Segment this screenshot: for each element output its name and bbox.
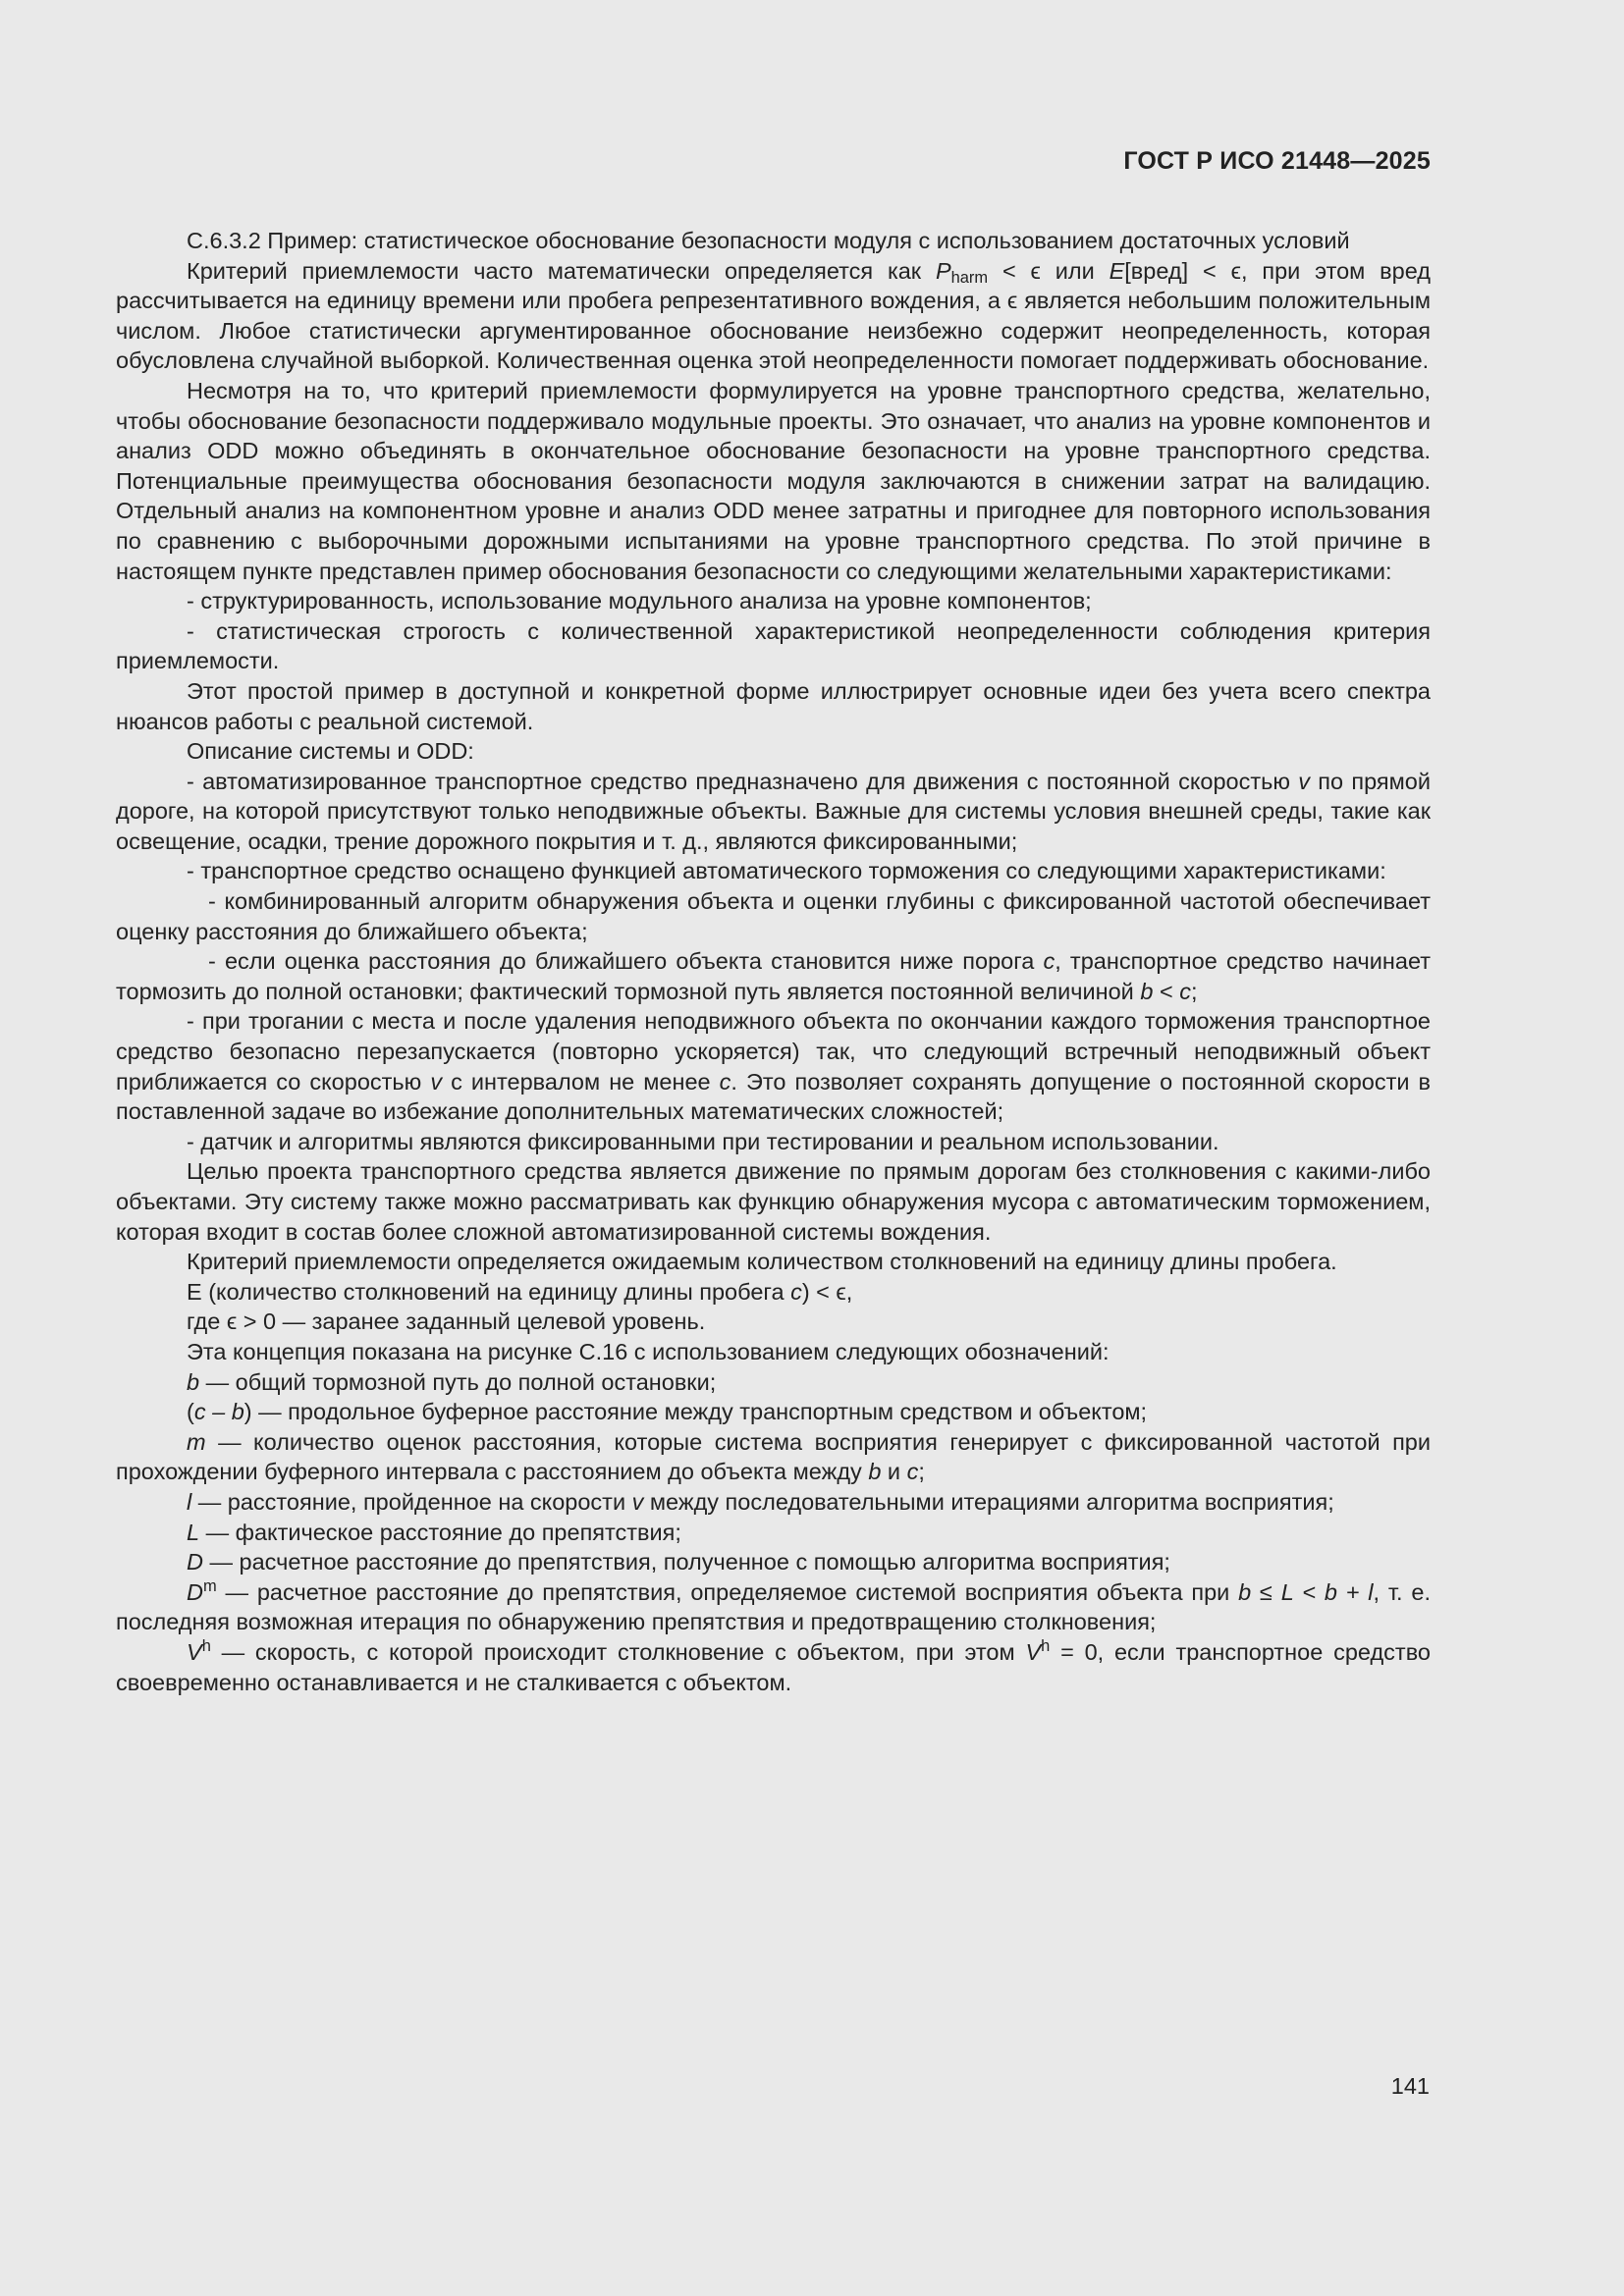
math-symbol: V — [187, 1638, 202, 1665]
text-run: - при трогании с места и после удаления неподвижного объекта по окончании каждого торможения транспортное средство безопасно перезапускается (повторно ускоряется) так, что следующий встречный неподвижный объект приближается со скоростью — [116, 1008, 1431, 1095]
section-heading: C.6.3.2 Пример: статистическое обоснование безопасности модуля с использованием достаточных условий — [187, 228, 1350, 253]
math-symbol: V — [1025, 1638, 1042, 1665]
math-symbol: c — [719, 1068, 731, 1095]
text-run: и — [881, 1459, 907, 1485]
paragraph-design-goal: Целью проекта транспортного средства является движение по прямым дорогам без столкновения с какими-либо объектами. Эту систему также можно рассматривать как функцию обнаружения мусора с автоматическим торможением, которая входит в состав более сложной автоматизированной системы вождения. — [116, 1158, 1431, 1245]
math-symbol: l — [187, 1488, 192, 1515]
text-run: , транспортное средство начинает тормозить до полной остановки; фактический тормозной путь является постоянной величиной — [116, 948, 1431, 1004]
text-run: — фактическое расстояние до препятствия; — [199, 1519, 681, 1545]
text-run: ( — [187, 1399, 194, 1425]
text-run: < — [1153, 978, 1180, 1004]
math-symbol: b — [187, 1368, 200, 1395]
paragraph-simple-example: Этот простой пример в доступной и конкретной форме иллюстрирует основные идеи без учета всего спектра нюансов работы с реальной системой. — [116, 677, 1431, 734]
text-run: — скорость, с которой происходит столкновение с объектом, при этом — [210, 1638, 1026, 1665]
formula-where: где ϵ > 0 — заранее заданный целевой уровень. — [187, 1308, 706, 1335]
paragraph-acceptance-criterion — [116, 256, 1431, 376]
paragraph-modular-design: Несмотря на то, что критерий приемлемости формулируется на уровне транспортного средства, желательно, чтобы обоснование безопасности поддерживало модульные проекты. Это означает, что анализ на уровне компонентов и анализ ODD можно объединять в окончательное обоснование безопасности на уровне транспортного средства. Потенциальные преимущества обоснования безопасности модуля заключаются в снижении затрат на валидацию. Отдельный анализ на компонентном уровне и анализ ODD менее затратны и пригоднее для повторного использования по сравнению с выборочными дорожными испытаниями на уровне транспортного средства. По этой причине в настоящем пункте представлен пример обоснования безопасности со следующими желательными характеристиками: — [116, 377, 1431, 584]
math-symbol: b — [1140, 978, 1154, 1004]
math-superscript: m — [202, 1576, 217, 1595]
text-run: — расчетное расстояние до препятствия, определяемое системой восприятия объекта при — [216, 1578, 1239, 1605]
math-superscript: h — [201, 1636, 211, 1655]
definition-L — [116, 1518, 1431, 1548]
text-run: E (количество столкновений на единицу длины пробега — [187, 1278, 791, 1305]
bullet-fixed-sensors: - датчик и алгоритмы являются фиксированными при тестировании и реальном использовании. — [187, 1128, 1219, 1154]
math-symbol: D — [187, 1578, 203, 1605]
text-run: [вред] < ϵ, при этом вред рассчитывается на единицу времени или пробега репрезентативного вождения, а ϵ является небольшим положительным числом. Любое статистически аргументированное обоснование неизбежно содержит неопределенность, которая обусловлена случайной выборкой. Количественная оценка этой неопределенности помогает поддерживать обоснование. — [116, 257, 1432, 374]
definition-Vh — [116, 1637, 1431, 1697]
paragraph-system-description: Описание системы и ODD: — [187, 738, 474, 765]
math-symbol: v — [631, 1488, 644, 1515]
definition-Dm — [116, 1577, 1431, 1637]
math-symbol: c — [790, 1278, 802, 1305]
bullet-threshold-braking — [116, 946, 1431, 1006]
math-expression: b ≤ L < b + l — [1238, 1578, 1374, 1605]
math-symbol: v — [430, 1068, 443, 1095]
text-run: ) — [244, 1399, 252, 1425]
math-symbol: b — [868, 1459, 882, 1485]
math-symbol: c — [906, 1459, 919, 1485]
math-symbol: c — [1179, 978, 1191, 1004]
text-run: — количество оценок расстояния, которые система восприятия генерирует с фиксированной частотой при прохождении буферного интервала с расстоянием до объекта между — [116, 1428, 1431, 1485]
math-symbol: v — [1298, 768, 1311, 794]
text-run: между последовательными итерациями алгоритма восприятия; — [643, 1488, 1334, 1515]
text-run: Критерий приемлемости часто математически определяется как — [187, 257, 936, 284]
definition-b — [116, 1367, 1431, 1398]
bullet-restart — [116, 1006, 1431, 1126]
bullet-statistical-rigor: - статистическая строгость с количественной характеристикой неопределенности соблюдения критерия приемлемости. — [116, 617, 1431, 674]
text-run: . Это позволяет сохранять допущение о постоянной скорости в поставленной задаче во избежание дополнительных математических сложностей; — [116, 1068, 1431, 1125]
math-symbol: c – b — [193, 1399, 244, 1425]
text-run: = 0, если транспортное средство своевременно останавливается и не сталкивается с объектом. — [116, 1638, 1431, 1695]
text-run: ) < ϵ, — [801, 1278, 853, 1305]
text-run: , т. е. последняя возможная итерация по обнаружению препятствия и предотвращению столкновения; — [116, 1578, 1432, 1635]
math-subscript: harm — [950, 268, 989, 287]
definition-c-minus-b — [116, 1397, 1431, 1427]
text-run: по прямой дороге, на которой присутствуют только неподвижные объекты. Важные для системы условия внешней среды, такие как освещение, осадки, трение дорожного покрытия и т. д., являются фиксированными; — [116, 768, 1431, 854]
formula-expected-collisions — [116, 1277, 1431, 1308]
definition-l — [116, 1487, 1431, 1518]
math-symbol: D — [187, 1549, 203, 1575]
text-run: — расстояние, пройденное на скорости — [191, 1488, 632, 1515]
page-body — [116, 226, 1431, 1697]
page-number: 141 — [1390, 2073, 1430, 2099]
document-id: ГОСТ Р ИСО 21448—2025 — [1123, 147, 1431, 175]
bullet-auto-braking: - транспортное средство оснащено функцией автоматического торможения со следующими характеристиками: — [187, 858, 1386, 884]
text-run: — общий тормозной путь до полной остановки; — [199, 1368, 717, 1395]
text-run: ; — [918, 1459, 925, 1485]
bullet-structured: - структурированность, использование модульного анализа на уровне компонентов; — [187, 588, 1092, 614]
math-symbol: P — [935, 257, 951, 284]
definition-m — [116, 1427, 1431, 1487]
bullet-vehicle-speed — [116, 767, 1431, 857]
paragraph-criterion-definition: Критерий приемлемости определяется ожидаемым количеством столкновений на единицу длины пробега. — [187, 1249, 1337, 1275]
text-run: - если оценка расстояния до ближайшего объекта становится ниже порога — [208, 948, 1044, 975]
text-run: с интервалом не менее — [442, 1068, 720, 1095]
math-superscript: h — [1041, 1636, 1051, 1655]
text-run: < ϵ или — [988, 257, 1110, 284]
math-symbol: m — [187, 1428, 206, 1455]
bullet-detection-algorithm: - комбинированный алгоритм обнаружения объекта и оценки глубины с фиксированной частотой обеспечивает оценку расстояния до ближайшего объекта; — [116, 888, 1431, 944]
text-run: ; — [1190, 978, 1198, 1004]
math-symbol: E — [1109, 257, 1125, 284]
text-run: - автоматизированное транспортное средство предназначено для движения с постоянной скоростью — [187, 768, 1299, 794]
text-run: — расчетное расстояние до препятствия, полученное с помощью алгоритма восприятия; — [202, 1549, 1170, 1575]
math-symbol: c — [1043, 948, 1056, 975]
definition-D — [116, 1547, 1431, 1577]
text-run: — продольное буферное расстояние между транспортным средством и объектом; — [251, 1399, 1148, 1425]
paragraph-notation-intro: Эта концепция показана на рисунке C.16 с использованием следующих обозначений: — [187, 1338, 1110, 1364]
document-header — [1123, 147, 1431, 176]
math-symbol: L — [187, 1519, 200, 1545]
